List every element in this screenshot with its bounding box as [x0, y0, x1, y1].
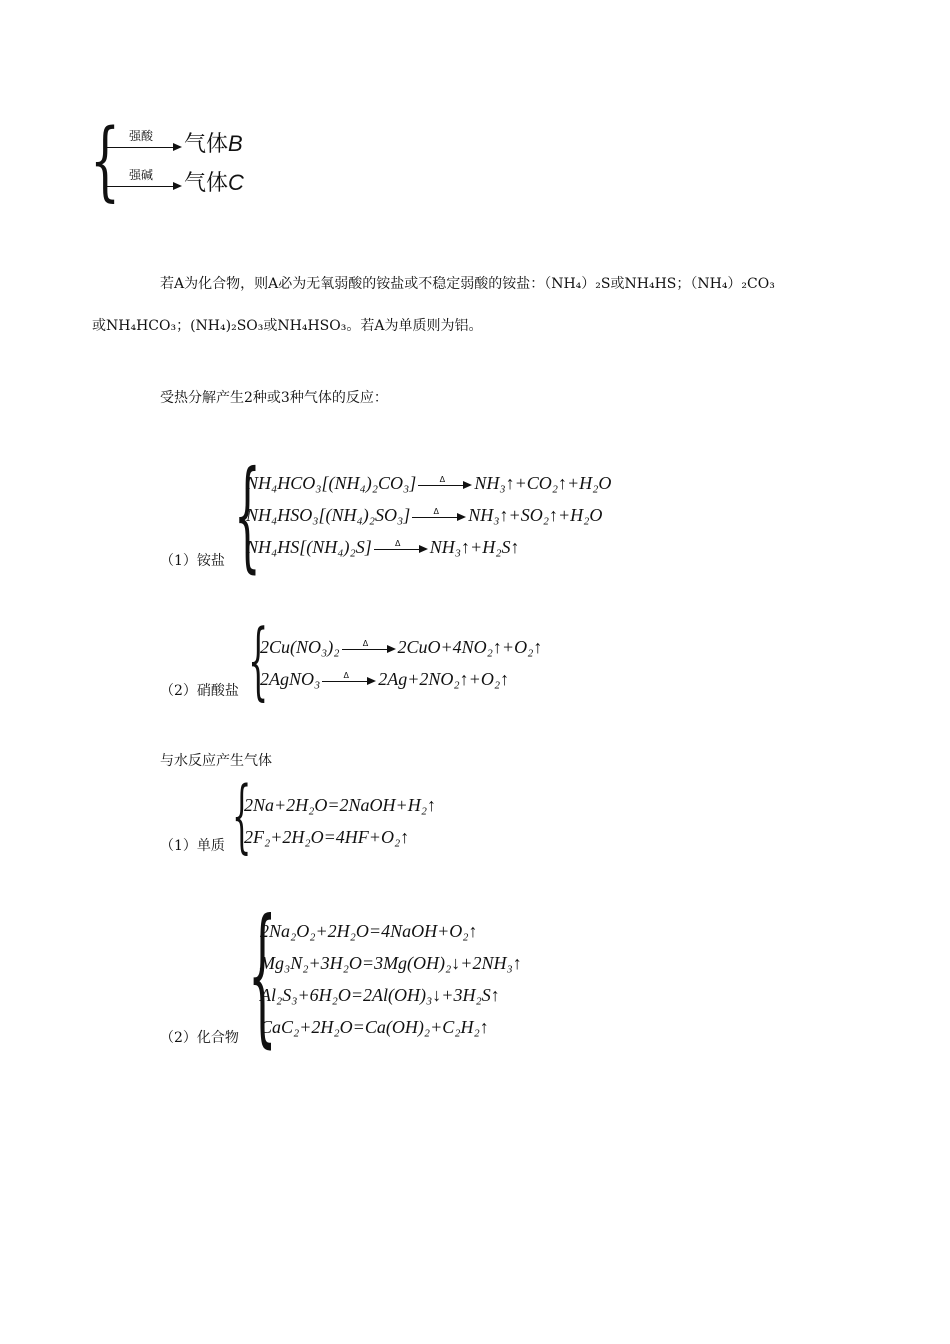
- ammonium-equation-3: NH₄HS[(NH₄)₂S] Δ NH₃↑+H₂S↑: [246, 537, 520, 557]
- condition-strong-acid: 强酸: [128, 128, 153, 143]
- ammonium-equation-1: NH₄HCO₃[(NH₄)₂CO₃] Δ NH₃↑+CO₂↑+H₂O: [246, 473, 612, 493]
- heat-decomposition-heading: 受热分解产生2种或3种气体的反应：: [160, 390, 388, 406]
- heat-arrow-icon: Δ: [374, 542, 428, 556]
- compound-equation-2: Mg₃N₂+3H₂O=3Mg(OH)₂↓+2NH₃↑: [260, 953, 522, 973]
- top-scheme-row-base: [104, 167, 244, 197]
- heat-arrow-icon: Δ: [322, 674, 376, 688]
- element-label: （1）单质: [160, 838, 225, 854]
- ammonium-label: （1）铵盐: [160, 553, 225, 569]
- compound-equation-4: CaC₂+2H₂O=Ca(OH)₂+C₂H₂↑: [260, 1017, 489, 1037]
- element-brace: {: [232, 769, 252, 862]
- ammonium-equation-2: NH₄HSO₃[(NH₄)₂SO₃] Δ NH₃↑+SO₂↑+H₂O: [246, 505, 603, 525]
- nitrate-equation-2: 2AgNO₃ Δ 2Ag+2NO₂↑+O₂↑: [260, 669, 510, 689]
- top-scheme-row-acid: [104, 128, 243, 158]
- compound-brace: {: [248, 888, 277, 1062]
- product-gas-b: 气体B: [184, 131, 243, 157]
- compound-equation-1: 2Na₂O₂+2H₂O=4NaOH+O₂↑: [260, 921, 478, 941]
- element-equation-1: 2Na+2H₂O=2NaOH+H₂↑: [244, 795, 436, 815]
- paragraph-line-2: 或NH₄HCO₃；(NH₄)₂SO₃或NH₄HSO₃。若A为单质则为铝。: [92, 318, 483, 334]
- paragraph-line-1: 若A为化合物，则A必为无氧弱酸的铵盐或不稳定弱酸的铵盐：（NH₄）₂S或NH₄HS；（NH₄）₂CO₃: [160, 276, 775, 292]
- heat-arrow-icon: Δ: [342, 642, 396, 656]
- condition-strong-base: 强碱: [128, 167, 153, 182]
- heat-arrow-icon: Δ: [412, 510, 466, 524]
- element-equation-2: 2F₂+2H₂O=4HF+O₂↑: [244, 827, 410, 847]
- product-gas-c: 气体C: [184, 170, 244, 196]
- ammonium-brace: {: [234, 446, 261, 585]
- reaction-arrow-icon: [106, 167, 182, 193]
- heat-arrow-icon: Δ: [418, 478, 472, 492]
- nitrate-label: （2）硝酸盐: [160, 683, 239, 699]
- compound-equation-3: Al₂S₃+6H₂O=2Al(OH)₃↓+3H₂S↑: [260, 985, 500, 1005]
- reaction-arrow-icon: [106, 128, 182, 154]
- compound-label: （2）化合物: [160, 1030, 239, 1046]
- nitrate-brace: {: [248, 611, 269, 709]
- water-reaction-heading: 与水反应产生气体: [160, 753, 272, 769]
- top-scheme-brace: {: [90, 111, 121, 211]
- nitrate-equation-1: 2Cu(NO₃)₂ Δ 2CuO+4NO₂↑+O₂↑: [260, 637, 543, 657]
